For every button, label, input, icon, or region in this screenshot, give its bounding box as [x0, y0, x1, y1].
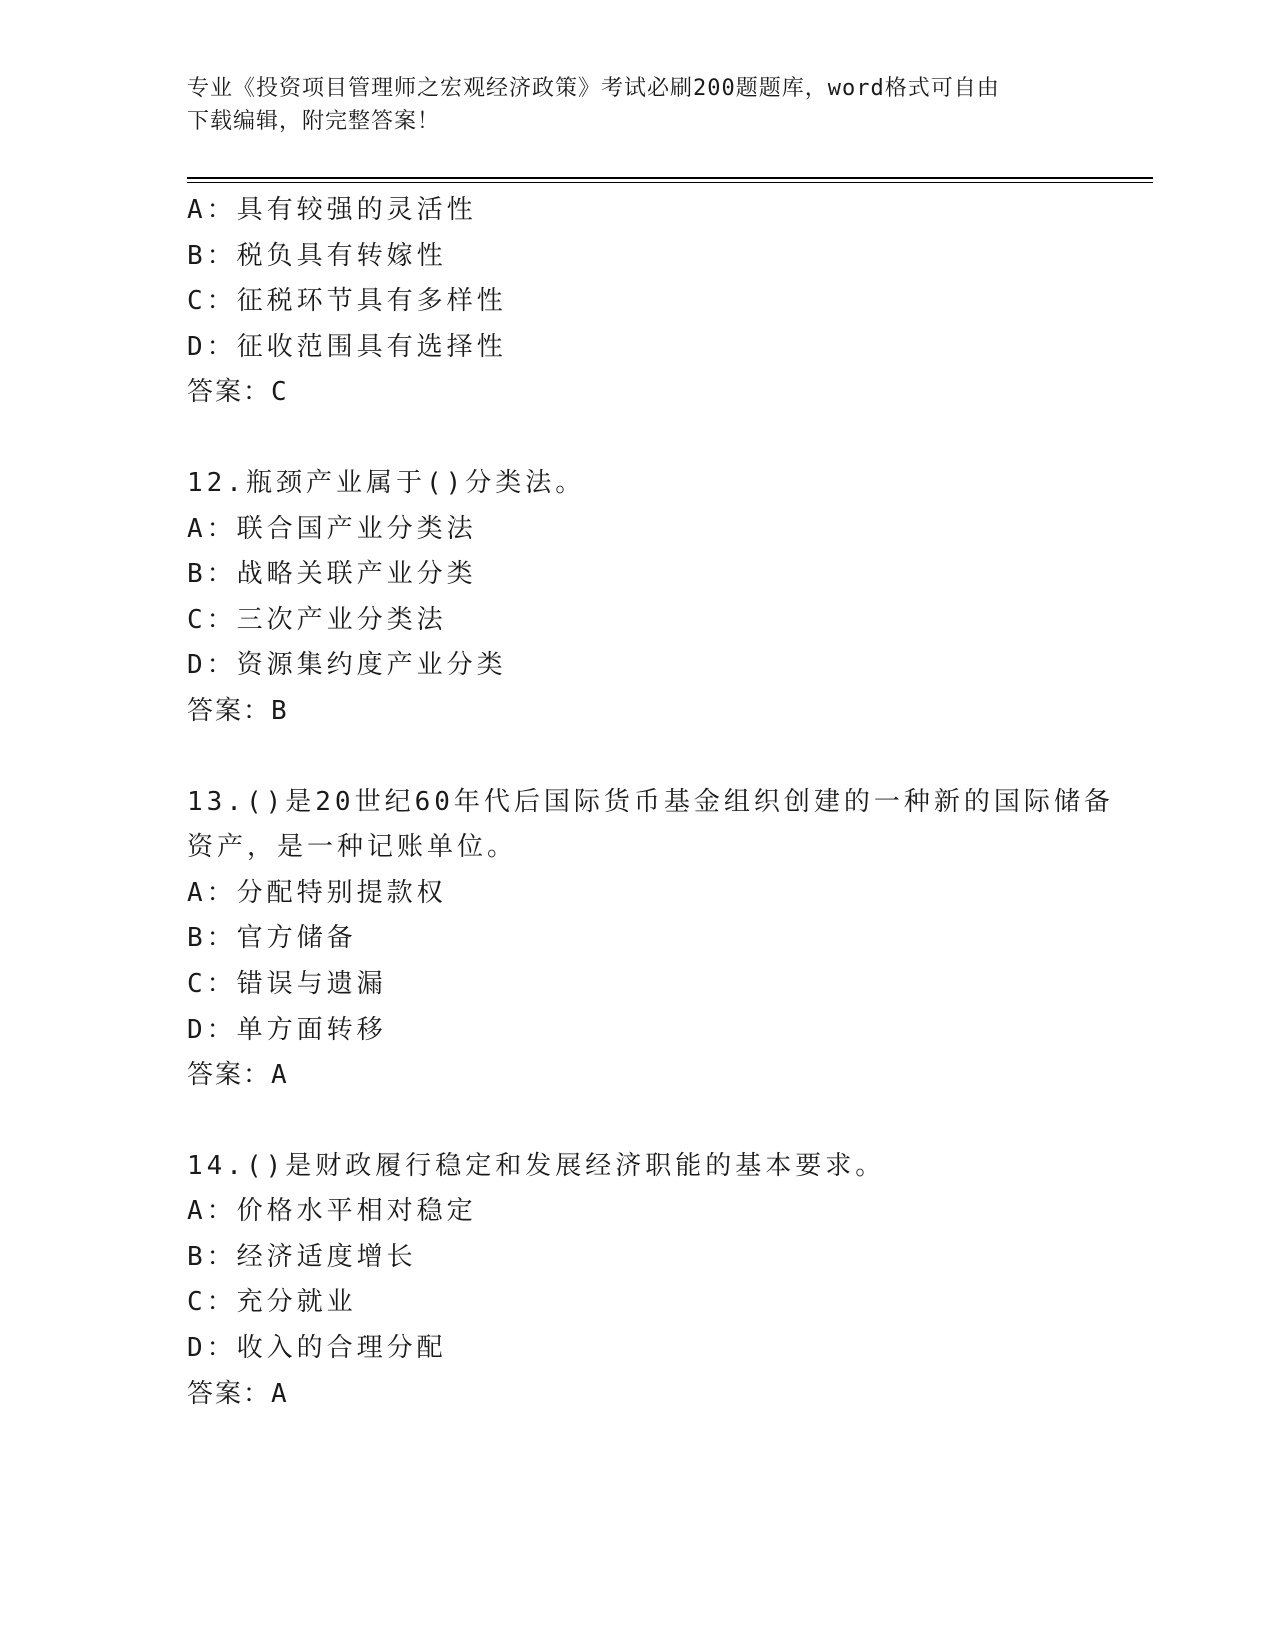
answer [187, 1372, 1087, 1418]
header-line-2: 下载编辑，附完整答案！ [187, 109, 441, 134]
option-a: A：具有较强的灵活性 [187, 195, 477, 225]
option-d: D：征收范围具有选择性 [187, 331, 507, 362]
header-divider-thick [187, 177, 1153, 179]
question-stem: 12.瓶颈产业属于()分类法。 [187, 467, 586, 498]
header-line-1: 专业《投资项目管理师之宏观经济政策》考试必刷200题题库，word格式可自由 [187, 76, 1000, 101]
option-c: C：征税环节具有多样性 [187, 286, 507, 317]
answer-value: B [271, 695, 289, 726]
option-d: D：收入的合理分配 [187, 1333, 447, 1364]
option-c: C：三次产业分类法 [187, 604, 447, 635]
question-11-continued [187, 188, 1087, 416]
option-a: A：价格水平相对稳定 [187, 1196, 477, 1227]
question-stem-line-2: 资产，是一种记账单位。 [187, 832, 518, 863]
answer-value: A [271, 1378, 289, 1409]
question-12 [187, 461, 1087, 735]
option-c: C：错误与遗漏 [187, 968, 387, 999]
option-b: B：经济适度增长 [187, 1241, 417, 1272]
answer [187, 1053, 1087, 1099]
option-b: B：税负具有转嫁性 [187, 240, 447, 271]
question-list [187, 188, 1114, 1417]
option-b: B：官方储备 [187, 923, 357, 954]
option-d: D：资源集约度产业分类 [187, 650, 507, 681]
question-stem-line-1: 13.()是20世纪60年代后国际货币基金组织创建的一种新的国际储备 [187, 786, 1114, 817]
header-divider-thin [187, 182, 1153, 183]
document-header [187, 72, 1067, 138]
question-stem: 14.()是财政履行稳定和发展经济职能的基本要求。 [187, 1150, 886, 1181]
option-a: A：联合国产业分类法 [187, 513, 477, 544]
answer-label: 答案： [187, 695, 272, 726]
answer-label: 答案： [187, 1378, 272, 1409]
answer-value: C [271, 377, 289, 408]
answer-value: A [271, 1060, 289, 1091]
answer [187, 370, 1087, 416]
option-a: A：分配特别提款权 [187, 877, 447, 908]
option-d: D：单方面转移 [187, 1014, 387, 1045]
question-13 [187, 780, 1114, 1099]
answer-label: 答案： [187, 1060, 272, 1091]
question-14 [187, 1144, 1087, 1418]
answer-label: 答案： [187, 377, 272, 408]
option-b: B：战略关联产业分类 [187, 559, 477, 590]
answer [187, 689, 1087, 735]
option-c: C：充分就业 [187, 1287, 357, 1318]
